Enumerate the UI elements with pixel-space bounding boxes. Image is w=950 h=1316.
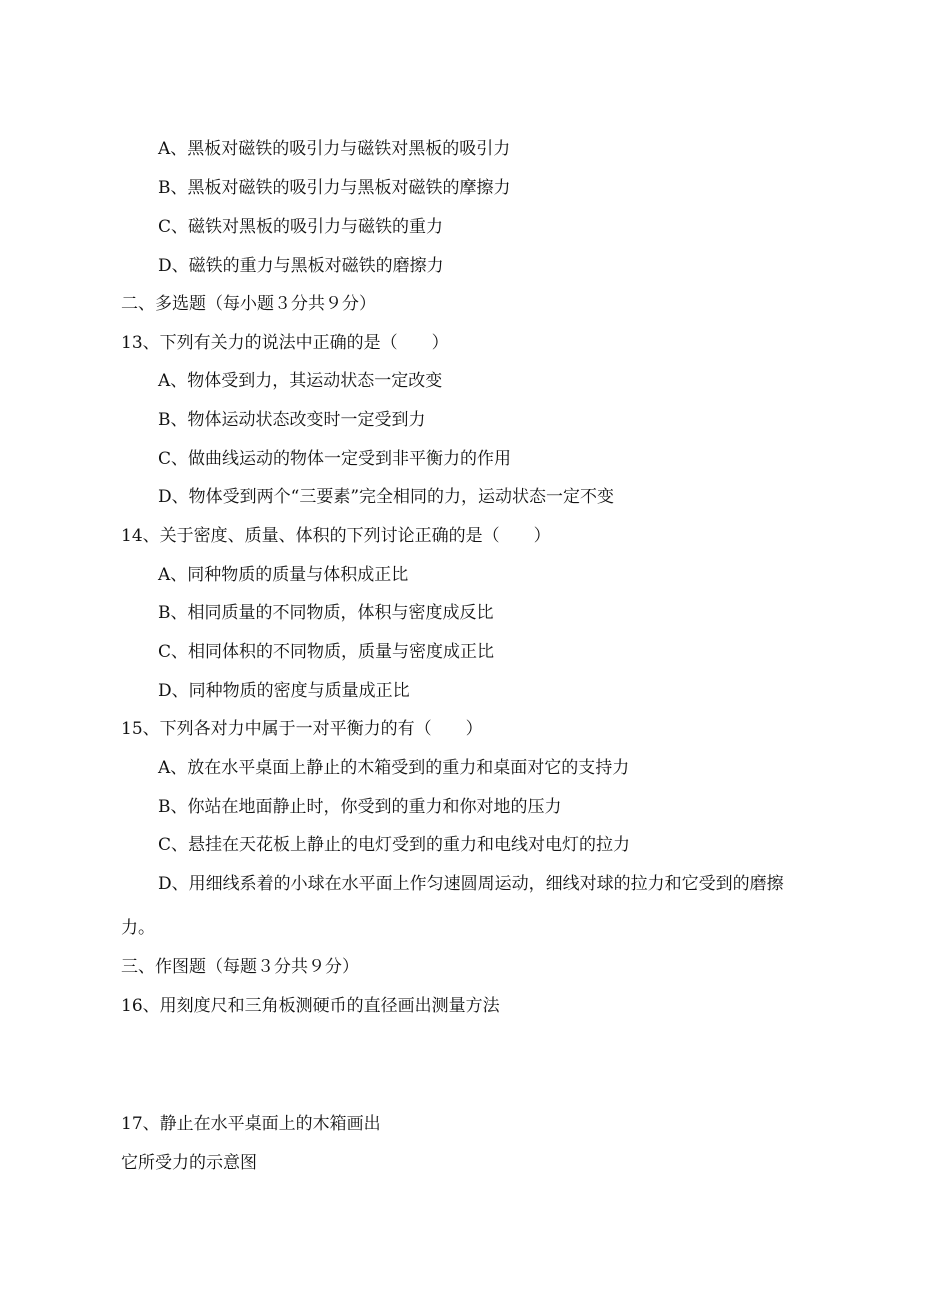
q13-stem: 13、下列有关力的说法中正确的是（ ） (121, 333, 449, 353)
q15-stem: 15、下列各对力中属于一对平衡力的有（ ） (121, 719, 483, 739)
q14-stem: 14、关于密度、质量、体积的下列讨论正确的是（ ） (121, 526, 551, 546)
q17-stem-line-2: 它所受力的示意图 (121, 1153, 257, 1173)
q12-option-d: D、磁铁的重力与黑板对磁铁的磨擦力 (158, 256, 444, 276)
q14-option-a: A、同种物质的质量与体积成正比 (158, 565, 409, 585)
q15-option-d: D、用细线系着的小球在水平面上作匀速圆周运动，细线对球的拉力和它受到的磨擦 (158, 874, 784, 894)
q13-option-b: B、物体运动状态改变时一定受到力 (158, 410, 426, 430)
q15-option-d-continuation: 力。 (121, 918, 155, 938)
q14-option-b: B、相同质量的不同物质，体积与密度成反比 (158, 603, 494, 623)
q15-option-a: A、放在水平桌面上静止的木箱受到的重力和桌面对它的支持力 (158, 758, 630, 778)
q15-option-c: C、悬挂在天花板上静止的电灯受到的重力和电线对电灯的拉力 (158, 835, 631, 855)
q16-stem: 16、用刻度尺和三角板测硬币的直径画出测量方法 (121, 996, 500, 1016)
q12-option-a: A、黑板对磁铁的吸引力与磁铁对黑板的吸引力 (158, 139, 511, 159)
q13-option-d: D、物体受到两个“三要素”完全相同的力，运动状态一定不变 (158, 487, 615, 507)
q14-option-c: C、相同体积的不同物质，质量与密度成正比 (158, 642, 495, 662)
q17-stem-line-1: 17、静止在水平桌面上的木箱画出 (121, 1114, 381, 1134)
q15-option-b: B、你站在地面静止时，你受到的重力和你对地的压力 (158, 797, 562, 817)
q12-option-c: C、磁铁对黑板的吸引力与磁铁的重力 (158, 217, 444, 237)
section-3-title: 三、作图题（每题３分共９分） (121, 957, 359, 977)
q13-option-c: C、做曲线运动的物体一定受到非平衡力的作用 (158, 449, 512, 469)
q12-option-b: B、黑板对磁铁的吸引力与黑板对磁铁的摩擦力 (158, 178, 511, 198)
section-2-title: 二、多选题（每小题３分共９分） (121, 294, 376, 314)
q13-option-a: A、物体受到力，其运动状态一定改变 (158, 371, 443, 391)
q14-option-d: D、同种物质的密度与质量成正比 (158, 681, 410, 701)
